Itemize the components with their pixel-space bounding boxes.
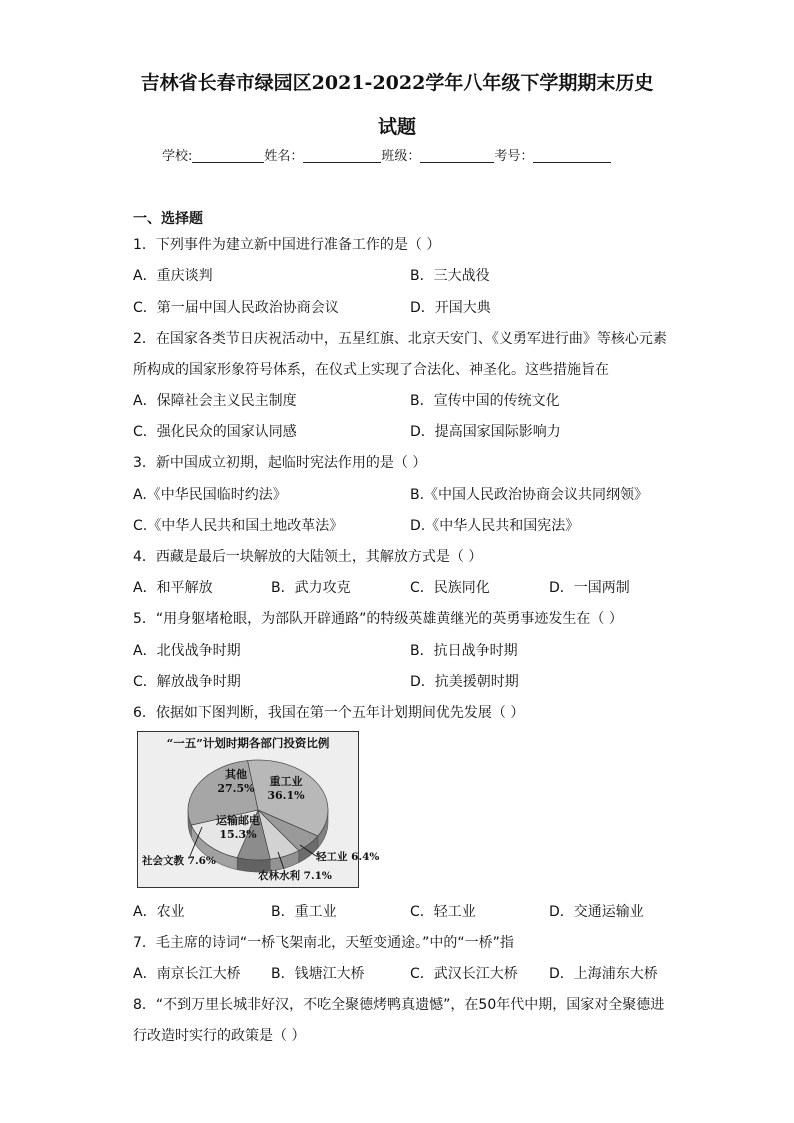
question-2-option-c[interactable]: C．强化民众的国家认同感	[133, 424, 297, 440]
question-3-option-c[interactable]: C.《中华人民共和国土地改革法》	[133, 518, 344, 534]
chart-title: “一五”计划时期各部门投资比例	[166, 736, 330, 750]
pie-top-layer	[188, 760, 328, 860]
question-4-option-a[interactable]: A．和平解放	[133, 580, 213, 596]
label-transport-name: 运输邮电	[216, 814, 260, 827]
section-heading: 一、选择题	[133, 211, 203, 227]
question-6-option-d[interactable]: D．交通运输业	[549, 904, 644, 920]
exam-title-line1: 吉林省长春市绿园区2021-2022学年八年级下学期期末历史	[140, 72, 654, 94]
question-3-option-d[interactable]: D.《中华人民共和国宪法》	[410, 518, 580, 534]
label-heavy-industry-name: 重工业	[269, 775, 303, 788]
question-7-option-c[interactable]: C．武汉长江大桥	[410, 966, 518, 982]
question-5-option-c[interactable]: C．解放战争时期	[133, 674, 241, 690]
question-1-option-b[interactable]: B．三大战役	[410, 268, 490, 284]
label-other-value: 27.5%	[217, 782, 255, 795]
question-7-option-d[interactable]: D．上海浦东大桥	[549, 966, 658, 982]
question-6-option-b[interactable]: B．重工业	[271, 904, 337, 920]
question-5-stem: 5．“用身躯堵枪眼，为部队开辟通路”的特级英雄黄继光的英勇事迹发生在（ ）	[133, 611, 623, 627]
student-info-row	[162, 145, 611, 164]
label-agriculture: 农林水利 7.1%	[258, 870, 332, 882]
question-7-stem: 7．毛主席的诗词“一桥飞架南北，天堑变通途。”中的“一桥”指	[133, 935, 514, 951]
id-blank[interactable]	[533, 148, 611, 163]
question-1-option-a[interactable]: A．重庆谈判	[133, 268, 213, 284]
class-blank[interactable]	[420, 148, 494, 163]
label-culture-education: 社会文教 7.6%	[142, 855, 216, 867]
label-light-industry: 轻工业 6.4%	[316, 851, 380, 863]
investment-pie-chart	[137, 731, 380, 888]
question-7-option-a[interactable]: A．南京长江大桥	[133, 966, 241, 982]
question-4-stem: 4．西藏是最后一块解放的大陆领土，其解放方式是（ ）	[133, 549, 483, 565]
exam-title-line2: 试题	[377, 116, 416, 138]
school-blank[interactable]	[192, 148, 264, 163]
label-heavy-industry-value: 36.1%	[267, 789, 305, 802]
question-6-stem: 6．依据如下图判断，我国在第一个五年计划期间优先发展（ ）	[133, 705, 525, 721]
question-1-option-d[interactable]: D．开国大典	[410, 300, 491, 316]
question-3-option-b[interactable]: B.《中国人民政治协商会议共同纲领》	[410, 487, 649, 503]
question-4-option-b[interactable]: B．武力攻克	[271, 580, 351, 596]
name-blank[interactable]	[303, 148, 381, 163]
question-2-option-b[interactable]: B．宣传中国的传统文化	[410, 393, 560, 409]
question-4-option-d[interactable]: D．一国两制	[549, 580, 630, 596]
question-7-option-b[interactable]: B．钱塘江大桥	[271, 966, 365, 982]
question-6-option-c[interactable]: C．轻工业	[410, 904, 476, 920]
question-2-option-d[interactable]: D．提高国家国际影响力	[410, 424, 561, 440]
question-3-stem: 3．新中国成立初期，起临时宪法作用的是（ ）	[133, 455, 427, 471]
question-1-option-c[interactable]: C．第一届中国人民政治协商会议	[133, 300, 339, 316]
question-1-stem: 1．下列事件为建立新中国进行准备工作的是（ ）	[133, 237, 441, 253]
question-8-stem-line2: 行改造时实行的政策是（ ）	[133, 1028, 306, 1044]
question-5-option-a[interactable]: A．北伐战争时期	[133, 643, 241, 659]
pie-chart-svg	[138, 732, 380, 887]
id-label: 考号：	[494, 149, 534, 164]
question-3-option-a[interactable]: A.《中华民国临时约法》	[133, 487, 287, 503]
question-6-option-a[interactable]: A．农业	[133, 904, 185, 920]
question-8-stem-line1: 8．“不到万里长城非好汉，不吃全聚德烤鸭真遗憾”，在50年代中期，国家对全聚德进	[133, 997, 665, 1013]
label-other-name: 其他	[225, 768, 247, 781]
question-5-option-d[interactable]: D．抗美援朝时期	[410, 674, 519, 690]
school-label: 学校:	[162, 149, 193, 164]
question-2-stem-line1: 2．在国家各类节日庆祝活动中，五星红旗、北京天安门、《义勇军进行曲》等核心元素	[133, 331, 667, 347]
label-transport-value: 15.3%	[219, 828, 257, 841]
question-4-option-c[interactable]: C．民族同化	[410, 580, 490, 596]
question-2-option-a[interactable]: A．保障社会主义民主制度	[133, 393, 297, 409]
class-label: 班级：	[381, 149, 421, 164]
question-5-option-b[interactable]: B．抗日战争时期	[410, 643, 518, 659]
name-label: 姓名：	[264, 149, 304, 164]
question-2-stem-line2: 所构成的国家形象符号体系，在仪式上实现了合法化、神圣化。这些措施旨在	[133, 362, 609, 378]
